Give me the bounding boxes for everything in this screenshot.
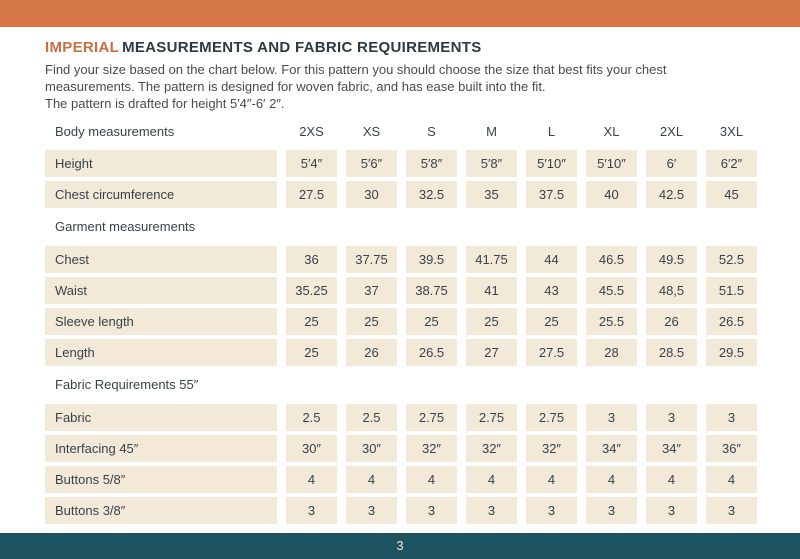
table-cell: 4 <box>586 466 637 493</box>
table-cell: 4 <box>646 466 697 493</box>
table-cell: 25 <box>406 308 457 335</box>
table-row <box>45 497 757 524</box>
table-cell: 35.25 <box>286 277 337 304</box>
table-cell: 26 <box>646 308 697 335</box>
table-cell: 44 <box>526 246 577 273</box>
table-cell: 2.75 <box>526 404 577 431</box>
table-cell: 43 <box>526 277 577 304</box>
table-row <box>45 246 757 273</box>
table-cell: 27 <box>466 339 517 366</box>
table-cell: 25 <box>346 308 397 335</box>
table-row <box>45 277 757 304</box>
table-cell: 51.5 <box>706 277 757 304</box>
table-cell: 4 <box>346 466 397 493</box>
table-row <box>45 435 757 462</box>
table-cell: 3 <box>706 404 757 431</box>
table-cell: 28 <box>586 339 637 366</box>
row-label: Buttons 3/8″ <box>45 497 277 524</box>
row-label: Sleeve length <box>45 308 277 335</box>
table-cell: 32″ <box>466 435 517 462</box>
table-row <box>45 181 757 208</box>
table-cell: 46.5 <box>586 246 637 273</box>
table-cell: 6′2″ <box>706 150 757 177</box>
row-label: Waist <box>45 277 277 304</box>
table-cell: 3 <box>586 497 637 524</box>
table-cell: 32.5 <box>406 181 457 208</box>
intro-paragraph: Find your size based on the chart below. For this pattern you should choose the size that best fits your chest measurements. The pattern is designed for woven fabric, and has ease built into the fit. <box>45 62 667 94</box>
table-cell: 5′8″ <box>466 150 517 177</box>
column-header: 3XL <box>719 124 744 139</box>
table-cell: 32″ <box>406 435 457 462</box>
column-header: 2XL <box>659 124 684 139</box>
table-cell: 5′8″ <box>406 150 457 177</box>
size-table <box>45 122 757 524</box>
table-cell: 3 <box>586 404 637 431</box>
table-cell: 27.5 <box>286 181 337 208</box>
drafted-height-note: The pattern is drafted for height 5′4″-6′ 2″. <box>45 96 285 111</box>
table-cell: 3 <box>466 497 517 524</box>
table-cell: 4 <box>406 466 457 493</box>
table-cell: 27.5 <box>526 339 577 366</box>
table-cell: 52.5 <box>706 246 757 273</box>
table-cell: 4 <box>286 466 337 493</box>
table-cell: 3 <box>706 497 757 524</box>
table-cell: 45 <box>706 181 757 208</box>
table-cell: 34″ <box>646 435 697 462</box>
table-cell: 4 <box>526 466 577 493</box>
table-cell: 3 <box>646 497 697 524</box>
table-row <box>45 308 757 335</box>
column-header: M <box>486 124 497 139</box>
column-header: L <box>547 124 556 139</box>
column-header: XL <box>603 124 620 139</box>
table-cell: 28.5 <box>646 339 697 366</box>
title-accent: IMPERIAL <box>45 39 120 56</box>
table-cell: 41.75 <box>466 246 517 273</box>
table-cell: 3 <box>526 497 577 524</box>
table-cell: 5′6″ <box>346 150 397 177</box>
footer-bar <box>0 533 800 559</box>
table-cell: 37.5 <box>526 181 577 208</box>
table-cell: 4 <box>466 466 517 493</box>
row-label: Buttons 5/8″ <box>45 466 277 493</box>
table-cell: 26.5 <box>706 308 757 335</box>
table-cell: 5′4″ <box>286 150 337 177</box>
table-cell: 35 <box>466 181 517 208</box>
table-cell: 5′10″ <box>526 150 577 177</box>
table-cell: 40 <box>586 181 637 208</box>
row-label: Chest <box>45 246 277 273</box>
row-label: Chest circumference <box>45 181 277 208</box>
table-row <box>45 150 757 177</box>
table-cell: 26 <box>346 339 397 366</box>
section-title: Body measurements <box>55 124 175 139</box>
top-accent-bar <box>0 0 800 27</box>
table-cell: 36 <box>286 246 337 273</box>
title-text: MEASUREMENTS AND FABRIC REQUIREMENTS <box>122 39 482 56</box>
table-cell: 2.5 <box>346 404 397 431</box>
column-header: S <box>427 124 436 139</box>
table-cell: 25.5 <box>586 308 637 335</box>
table-cell: 30″ <box>286 435 337 462</box>
table-cell: 41 <box>466 277 517 304</box>
table-cell: 25 <box>466 308 517 335</box>
table-cell: 3 <box>286 497 337 524</box>
page-title <box>45 39 755 56</box>
table-row <box>45 466 757 493</box>
table-cell: 34″ <box>586 435 637 462</box>
table-cell: 49.5 <box>646 246 697 273</box>
table-cell: 3 <box>646 404 697 431</box>
content-area <box>0 27 800 524</box>
table-cell: 3 <box>346 497 397 524</box>
table-cell: 29.5 <box>706 339 757 366</box>
page-number: 3 <box>396 538 404 553</box>
table-cell: 2.75 <box>406 404 457 431</box>
table-cell: 45.5 <box>586 277 637 304</box>
table-cell: 26.5 <box>406 339 457 366</box>
table-cell: 32″ <box>526 435 577 462</box>
row-label: Length <box>45 339 277 366</box>
table-row <box>45 404 757 431</box>
row-label: Height <box>45 150 277 177</box>
table-cell: 4 <box>706 466 757 493</box>
table-cell: 25 <box>526 308 577 335</box>
table-cell: 48,5 <box>646 277 697 304</box>
table-cell: 3 <box>406 497 457 524</box>
table-cell: 2.75 <box>466 404 517 431</box>
section-title: Fabric Requirements 55″ <box>55 377 199 392</box>
column-header: XS <box>362 124 381 139</box>
table-cell: 25 <box>286 339 337 366</box>
column-header: 2XS <box>299 124 324 139</box>
table-cell: 38.75 <box>406 277 457 304</box>
table-cell: 36″ <box>706 435 757 462</box>
row-label: Interfacing 45″ <box>45 435 277 462</box>
table-cell: 30″ <box>346 435 397 462</box>
table-row <box>45 339 757 366</box>
table-cell: 37 <box>346 277 397 304</box>
table-cell: 5′10″ <box>586 150 637 177</box>
table-cell: 25 <box>286 308 337 335</box>
section-title: Garment measurements <box>55 219 196 234</box>
table-cell: 30 <box>346 181 397 208</box>
table-cell: 37.75 <box>346 246 397 273</box>
table-cell: 6′ <box>646 150 697 177</box>
row-label: Fabric <box>45 404 277 431</box>
table-header-row <box>45 122 757 142</box>
table-cell: 42.5 <box>646 181 697 208</box>
table-cell: 2.5 <box>286 404 337 431</box>
table-cell: 39.5 <box>406 246 457 273</box>
